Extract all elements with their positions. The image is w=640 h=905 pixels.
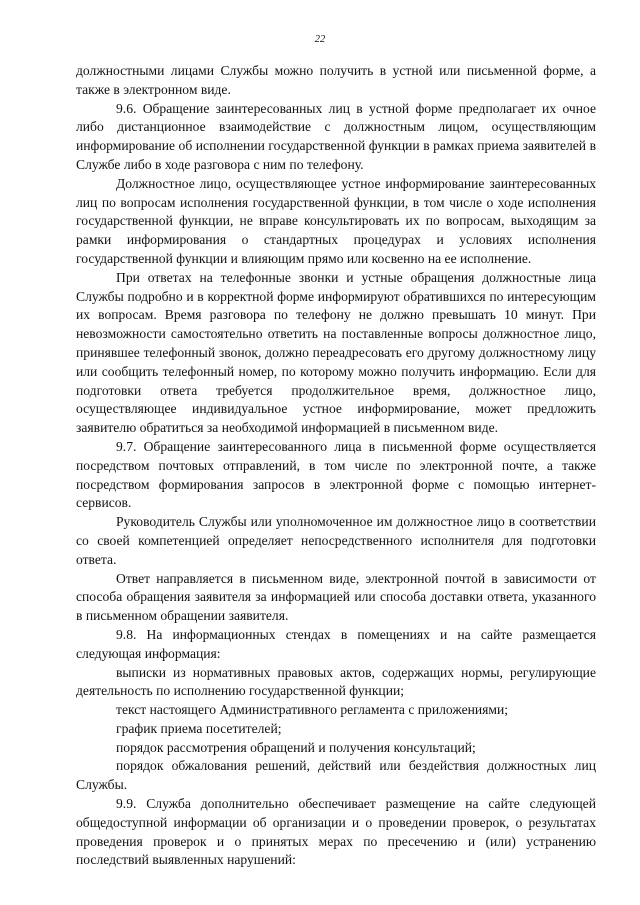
- paragraph: порядок рассмотрения обращений и получения консультаций;: [116, 739, 476, 755]
- paragraph: порядок обжалования решений, действий или бездействия должностных лиц Службы.: [76, 758, 596, 793]
- paragraph: Ответ направляется в письменном виде, электронной почтой в зависимости от способа обращения заявителя за информацией или способа доставки ответа, указанного в письменном обращении заявителя.: [76, 570, 596, 624]
- paragraph: выписки из нормативных правовых актов, содержащих нормы, регулирующие деятельность по исполнению государственной функции;: [76, 664, 596, 699]
- page-number: 22: [314, 34, 326, 45]
- paragraph: 9.9. Служба дополнительно обеспечивает размещение на сайте следующей общедоступной информации об организации и о проведении проверок, о результатах проведения проверок и о принятых мерах по пресечению и (или) устранению последствий выявленных нарушений:: [76, 796, 596, 868]
- paragraph: Должностное лицо, осуществляющее устное информирование заинтересованных лиц по вопросам исполнения государственной функции, в том числе о ходе исполнения государственной функции, не вправе консультировать их по вопросам, выходящим за рамки информирования о стандартных процедурах и условиях исполнения государственной функции и влияющим прямо или косвенно на ее исполнение.: [76, 175, 596, 266]
- paragraph: 9.6. Обращение заинтересованных лиц в устной форме предполагает их очное либо дистанционное взаимодействие с должностным лицом, осуществляющим информирование об исполнении государственной функции в рамках приема заявителей в Службе либо в ходе разговора с ним по телефону.: [76, 100, 596, 172]
- paragraph: текст настоящего Административного регламента с приложениями;: [116, 702, 509, 718]
- paragraph: должностными лицами Службы можно получить в устной или письменной форме, а также в электронном виде.: [76, 63, 596, 97]
- document-body: [76, 62, 596, 870]
- paragraph: 9.7. Обращение заинтересованного лица в письменной форме осуществляется посредством почтовых отправлений, в том числе по электронной почте, а также посредством формирования запросов в электронной форме с помощью интернет-сервисов.: [76, 438, 596, 511]
- paragraph: 9.8. На информационных стендах в помещениях и на сайте размещается следующая информация:: [76, 626, 596, 661]
- paragraph: При ответах на телефонные звонки и устные обращения должностные лица Службы подробно и в корректной форме информируют обратившихся по интересующим их вопросам. Время разговора по телефону не должно превышать 10 минут. При невозможности самостоятельно ответить на поставленные вопросы должностное лицо, принявшее телефонный звонок, должно переадресовать его другому должностному лицу или сообщить телефонный номер, по которому можно получить информацию. Если для подготовки ответа требуется продолжительное время, должностное лицо, осуществляющее индивидуальное устное информирование, может предложить заявителю обратиться за необходимой информацией в письменном виде.: [76, 269, 596, 436]
- paragraph: график приема посетителей;: [116, 720, 282, 736]
- paragraph: Руководитель Службы или уполномоченное им должностное лицо в соответствии со своей компетенцией определяет непосредственного исполнителя для подготовки ответа.: [76, 514, 596, 567]
